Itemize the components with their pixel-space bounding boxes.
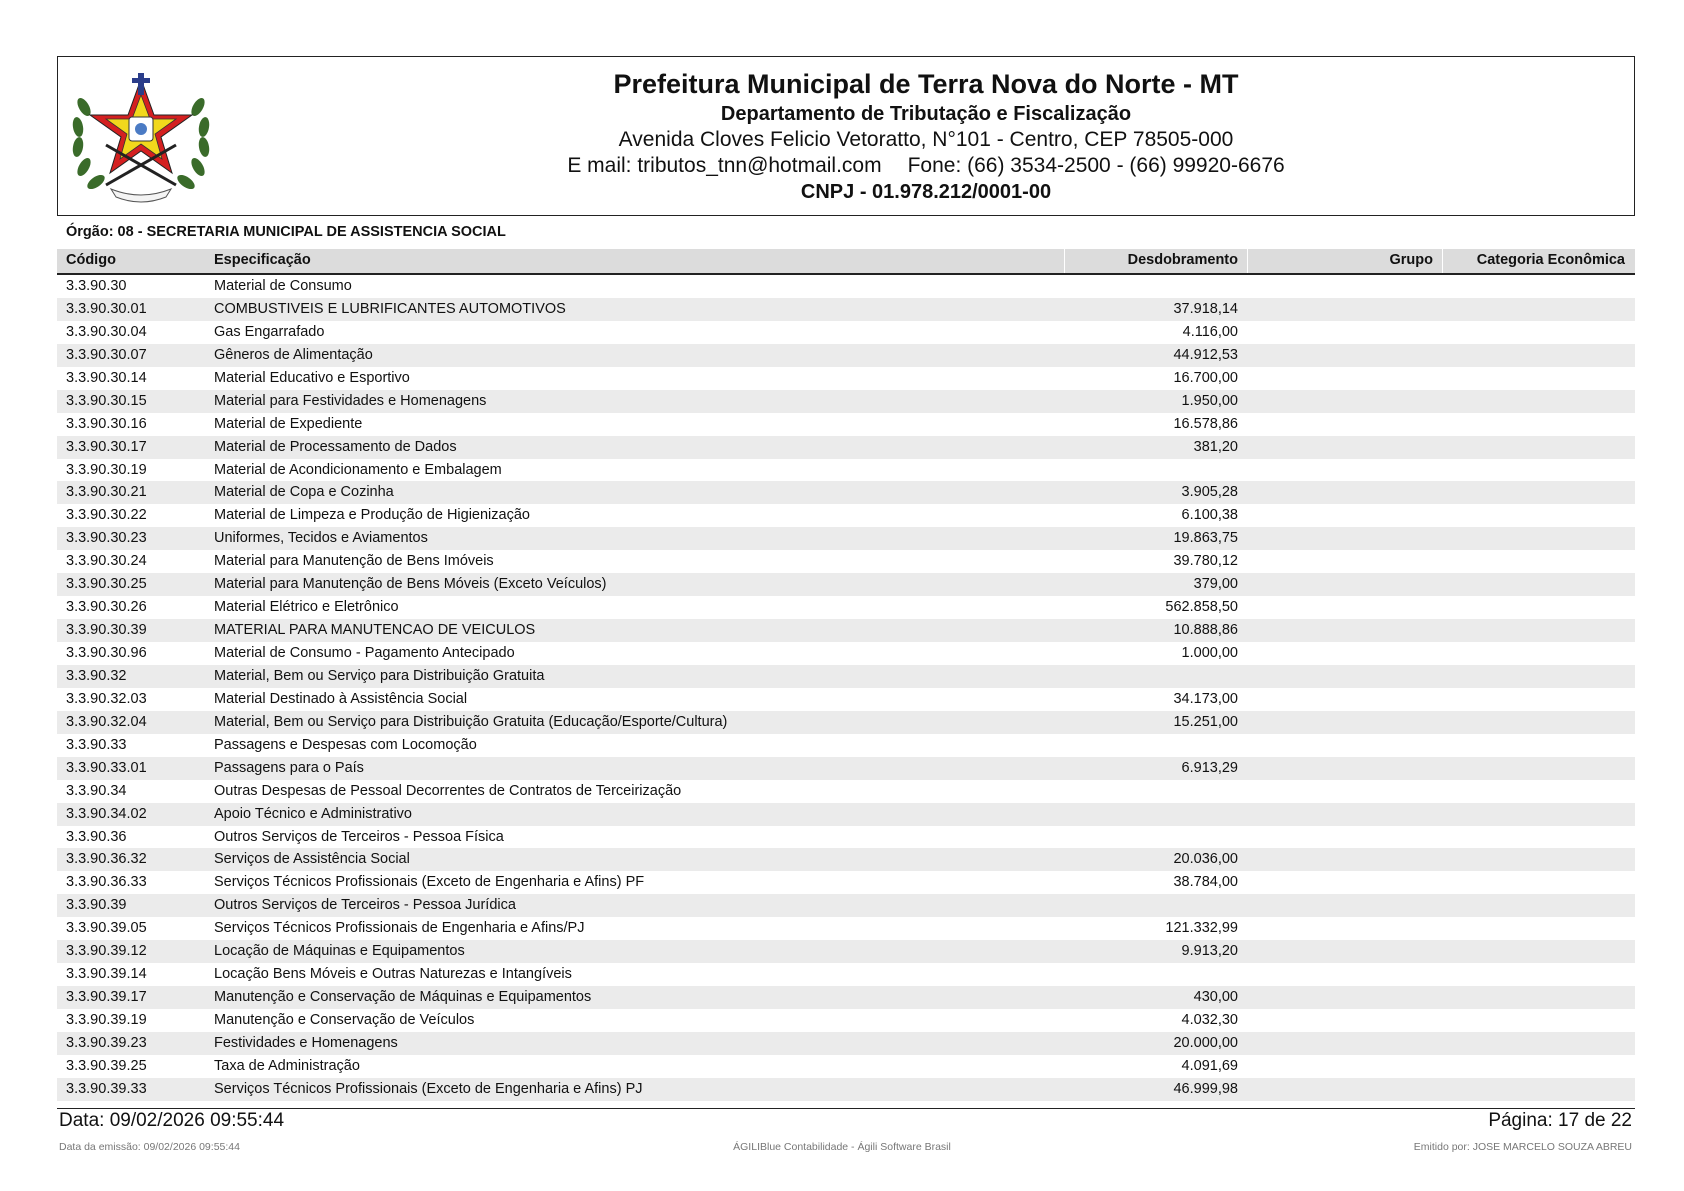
- table-row: [57, 1055, 1635, 1078]
- cell-desdobramento: 39.780,12: [1173, 553, 1238, 570]
- table-row: [57, 550, 1635, 573]
- table-row: [57, 1009, 1635, 1032]
- cell-codigo: 3.3.90.39.17: [66, 989, 147, 1006]
- footer-emission-date: Data da emissão: 09/02/2026 09:55:44: [59, 1141, 240, 1153]
- expense-table: [57, 249, 1635, 1101]
- cell-desdobramento: 9.913,20: [1181, 943, 1238, 960]
- cell-codigo: 3.3.90.30.07: [66, 346, 147, 363]
- cell-especificacao: Passagens para o País: [214, 759, 364, 776]
- table-row: [57, 826, 1635, 849]
- table-row: [57, 848, 1635, 871]
- cell-desdobramento: 20.000,00: [1173, 1034, 1238, 1051]
- cell-especificacao: Material de Consumo: [214, 278, 352, 294]
- cell-especificacao: Locação de Máquinas e Equipamentos: [214, 943, 465, 960]
- cell-codigo: 3.3.90.36.33: [66, 874, 147, 891]
- cell-especificacao: Material de Limpeza e Produção de Higienização: [214, 507, 530, 524]
- cell-codigo: 3.3.90.39.23: [66, 1034, 147, 1051]
- cell-especificacao: Material para Festividades e Homenagens: [214, 392, 487, 409]
- table-row: [57, 527, 1635, 550]
- report-header: [57, 56, 1635, 216]
- cell-codigo: 3.3.90.32.04: [66, 713, 147, 730]
- table-row: [57, 596, 1635, 619]
- page-title: Prefeitura Municipal de Terra Nova do Norte - MT: [613, 69, 1239, 99]
- footer-page-number: Página: 17 de 22: [1488, 1110, 1632, 1131]
- cell-codigo: 3.3.90.30.17: [66, 438, 147, 455]
- cell-codigo: 3.3.90.33: [66, 736, 127, 753]
- table-body: [57, 275, 1635, 1101]
- table-row: [57, 344, 1635, 367]
- cell-especificacao: Outras Despesas de Pessoal Decorrentes de Contratos de Terceirização: [214, 782, 682, 799]
- cell-desdobramento: 15.251,00: [1173, 713, 1238, 730]
- table-row: [57, 711, 1635, 734]
- table-row: [57, 940, 1635, 963]
- cell-especificacao: Passagens e Despesas com Locomoção: [214, 736, 477, 753]
- cell-codigo: 3.3.90.30.24: [66, 553, 147, 570]
- cell-desdobramento: 4.091,69: [1181, 1057, 1238, 1074]
- cell-especificacao: Material para Manutenção de Bens Imóveis: [214, 553, 494, 570]
- footer-software: ÁGILIBlue Contabilidade - Ágili Software Brasil: [733, 1141, 951, 1153]
- cell-especificacao: Taxa de Administração: [214, 1057, 360, 1074]
- table-row: [57, 757, 1635, 780]
- cnpj-line: CNPJ - 01.978.212/0001-00: [800, 181, 1052, 203]
- cell-desdobramento: 562.858,50: [1165, 599, 1238, 616]
- cell-especificacao: COMBUSTIVEIS E LUBRIFICANTES AUTOMOTIVOS: [214, 300, 566, 317]
- table-row: [57, 665, 1635, 688]
- cell-desdobramento: 6.100,38: [1181, 507, 1238, 524]
- cell-codigo: 3.3.90.34.02: [66, 805, 147, 822]
- cell-especificacao: Uniformes, Tecidos e Aviamentos: [214, 530, 428, 547]
- cell-especificacao: Festividades e Homenagens: [214, 1034, 398, 1051]
- footer-issued-by: Emitido por: JOSE MARCELO SOUZA ABREU: [1413, 1141, 1632, 1153]
- cell-codigo: 3.3.90.36.32: [66, 851, 147, 868]
- cell-codigo: 3.3.90.39: [66, 897, 127, 914]
- table-row: [57, 917, 1635, 940]
- col-codigo: Código: [66, 252, 116, 268]
- cell-especificacao: MATERIAL PARA MANUTENCAO DE VEICULOS: [214, 622, 536, 639]
- cell-especificacao: Material Destinado à Assistência Social: [214, 690, 468, 707]
- footer-divider: [57, 1108, 1635, 1109]
- cell-codigo: 3.3.90.30.23: [66, 530, 147, 547]
- orgao-label: Órgão: 08 - SECRETARIA MUNICIPAL DE ASSISTENCIA SOCIAL: [66, 224, 506, 240]
- table-row: [57, 436, 1635, 459]
- cell-especificacao: Serviços Técnicos Profissionais (Exceto de Engenharia e Afins) PJ: [214, 1080, 643, 1097]
- table-row: [57, 298, 1635, 321]
- contact-line: [238, 153, 1614, 179]
- cell-desdobramento: 6.913,29: [1181, 759, 1238, 776]
- cell-desdobramento: 4.032,30: [1181, 1012, 1238, 1028]
- table-row: [57, 321, 1635, 344]
- cell-codigo: 3.3.90.30.22: [66, 507, 147, 524]
- table-row: [57, 413, 1635, 436]
- cell-especificacao: Gas Engarrafado: [214, 323, 325, 340]
- table-row: [57, 275, 1635, 298]
- cell-especificacao: Material, Bem ou Serviço para Distribuição Gratuita: [214, 667, 545, 684]
- cell-especificacao: Outros Serviços de Terceiros - Pessoa Física: [214, 828, 504, 845]
- cell-desdobramento: 379,00: [1193, 576, 1238, 593]
- cell-codigo: 3.3.90.30: [66, 278, 127, 294]
- phone-text: Fone: (66) 3534-2500 - (66) 99920-6676: [907, 154, 1285, 177]
- cell-especificacao: Outros Serviços de Terceiros - Pessoa Jurídica: [214, 897, 516, 914]
- cell-especificacao: Material Elétrico e Eletrônico: [214, 599, 399, 616]
- table-row: [57, 894, 1635, 917]
- cell-especificacao: Serviços Técnicos Profissionais de Engenharia e Afins/PJ: [214, 920, 585, 937]
- email-text: E mail: tributos_tnn@hotmail.com: [567, 154, 882, 177]
- table-row: [57, 803, 1635, 826]
- cell-especificacao: Material de Expediente: [214, 415, 363, 432]
- cell-especificacao: Serviços Técnicos Profissionais (Exceto de Engenharia e Afins) PF: [214, 874, 645, 891]
- cell-codigo: 3.3.90.32.03: [66, 690, 147, 707]
- table-row: [57, 1032, 1635, 1055]
- table-row: [57, 734, 1635, 757]
- col-grupo: Grupo: [1389, 252, 1433, 268]
- table-row: [57, 619, 1635, 642]
- table-row: [57, 780, 1635, 803]
- cell-codigo: 3.3.90.30.19: [66, 461, 147, 478]
- cell-codigo: 3.3.90.30.04: [66, 323, 147, 340]
- cell-codigo: 3.3.90.39.12: [66, 943, 147, 960]
- table-row: [57, 642, 1635, 665]
- table-row: [57, 459, 1635, 482]
- cell-codigo: 3.3.90.30.25: [66, 576, 147, 593]
- cell-codigo: 3.3.90.39.14: [66, 966, 147, 983]
- cell-especificacao: Serviços de Assistência Social: [214, 851, 410, 868]
- table-row: [57, 367, 1635, 390]
- table-row: [57, 986, 1635, 1009]
- cell-desdobramento: 430,00: [1193, 989, 1238, 1006]
- col-desdobramento: Desdobramento: [1127, 252, 1238, 268]
- cell-desdobramento: 3.905,28: [1181, 484, 1238, 501]
- col-especificacao: Especificação: [214, 252, 311, 268]
- cell-desdobramento: 46.999,98: [1173, 1080, 1238, 1097]
- cell-desdobramento: 19.863,75: [1173, 530, 1238, 547]
- table-row: [57, 573, 1635, 596]
- cell-desdobramento: 121.332,99: [1165, 920, 1238, 937]
- cell-codigo: 3.3.90.30.14: [66, 369, 147, 386]
- cell-codigo: 3.3.90.34: [66, 782, 127, 799]
- cell-codigo: 3.3.90.30.21: [66, 484, 147, 501]
- cell-codigo: 3.3.90.39.19: [66, 1012, 147, 1028]
- cell-especificacao: Material Educativo e Esportivo: [214, 369, 410, 386]
- col-categoria-economica: Categoria Econômica: [1476, 252, 1625, 268]
- header-text-block: [238, 67, 1614, 205]
- table-row: [57, 871, 1635, 894]
- cell-desdobramento: 20.036,00: [1173, 851, 1238, 868]
- cell-especificacao: Material de Copa e Cozinha: [214, 484, 394, 501]
- table-row: [57, 688, 1635, 711]
- cell-especificacao: Material, Bem ou Serviço para Distribuição Gratuita (Educação/Esporte/Cultura): [214, 713, 728, 730]
- cell-desdobramento: 4.116,00: [1182, 323, 1238, 340]
- table-row: [57, 963, 1635, 986]
- cell-especificacao: Material de Consumo - Pagamento Antecipado: [214, 645, 515, 661]
- cell-desdobramento: 34.173,00: [1173, 690, 1238, 707]
- cell-desdobramento: 1.950,00: [1181, 392, 1238, 409]
- table-row: [57, 481, 1635, 504]
- table-header: [57, 249, 1635, 275]
- cell-codigo: 3.3.90.30.39: [66, 622, 147, 639]
- coat-of-arms-icon: [66, 67, 216, 207]
- cell-codigo: 3.3.90.32: [66, 667, 127, 684]
- cell-codigo: 3.3.90.33.01: [66, 759, 147, 776]
- cell-codigo: 3.3.90.30.01: [66, 300, 147, 317]
- table-row: [57, 504, 1635, 527]
- cell-desdobramento: 44.912,53: [1173, 346, 1238, 363]
- cell-codigo: 3.3.90.39.25: [66, 1057, 147, 1074]
- table-row: [57, 1078, 1635, 1101]
- address-line: Avenida Cloves Felicio Vetoratto, N°101 - Centro, CEP 78505-000: [618, 128, 1234, 151]
- cell-especificacao: Material para Manutenção de Bens Móveis (Exceto Veículos): [214, 576, 607, 593]
- cell-desdobramento: 16.700,00: [1173, 369, 1238, 386]
- cell-desdobramento: 38.784,00: [1173, 874, 1238, 891]
- cell-codigo: 3.3.90.30.15: [66, 392, 147, 409]
- table-row: [57, 390, 1635, 413]
- cell-especificacao: Manutenção e Conservação de Veículos: [214, 1012, 475, 1028]
- cell-especificacao: Material de Processamento de Dados: [214, 438, 457, 455]
- cell-desdobramento: 37.918,14: [1173, 300, 1238, 317]
- department-name: Departamento de Tributação e Fiscalização: [720, 103, 1132, 125]
- cell-codigo: 3.3.90.30.16: [66, 415, 147, 432]
- cell-desdobramento: 381,20: [1193, 438, 1238, 455]
- cell-especificacao: Apoio Técnico e Administrativo: [214, 805, 413, 822]
- cell-desdobramento: 1.000,00: [1181, 645, 1238, 661]
- cell-codigo: 3.3.90.39.33: [66, 1080, 147, 1097]
- cell-especificacao: Material de Acondicionamento e Embalagem: [214, 461, 502, 478]
- cell-codigo: 3.3.90.39.05: [66, 920, 147, 937]
- cell-desdobramento: 16.578,86: [1173, 415, 1238, 432]
- cell-especificacao: Manutenção e Conservação de Máquinas e Equipamentos: [214, 989, 592, 1006]
- footer-date: Data: 09/02/2026 09:55:44: [59, 1110, 285, 1131]
- cell-codigo: 3.3.90.30.26: [66, 599, 147, 616]
- cell-especificacao: Locação Bens Móveis e Outras Naturezas e Intangíveis: [214, 966, 572, 983]
- cell-desdobramento: 10.888,86: [1173, 622, 1238, 639]
- cell-codigo: 3.3.90.36: [66, 828, 127, 845]
- cell-codigo: 3.3.90.30.96: [66, 645, 147, 661]
- cell-especificacao: Gêneros de Alimentação: [214, 346, 373, 363]
